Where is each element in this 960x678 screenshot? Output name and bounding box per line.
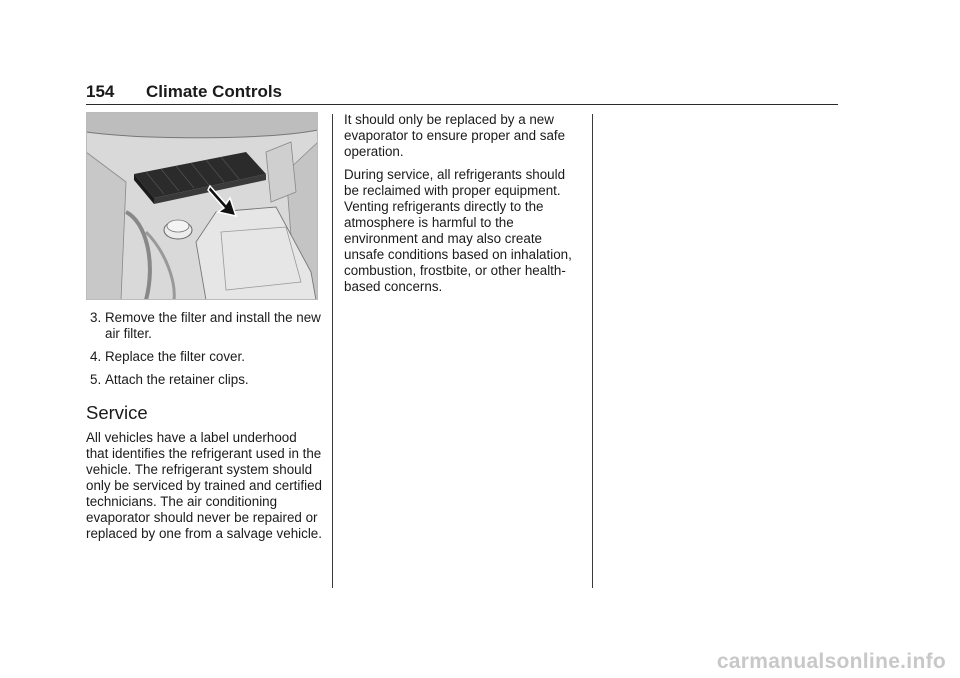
list-item: 4. Replace the filter cover. bbox=[90, 349, 245, 364]
watermark: carmanualsonline.info bbox=[716, 650, 946, 673]
left-column bbox=[86, 112, 322, 549]
paragraph: It should only be replaced by a new evaporator to ensure proper and safe operation. bbox=[344, 112, 566, 159]
instruction-steps bbox=[86, 310, 322, 388]
paragraph: During service, all refrigerants should be reclaimed with proper equipment. Venting refrigerants directly to the atmosphere is harmful to the environment and may also create unsafe conditions based on inhalation, combustion, frostbite, or other health-based concerns. bbox=[344, 167, 572, 294]
page-number: 154 bbox=[86, 82, 115, 101]
section-title: Climate Controls bbox=[146, 82, 283, 101]
column-divider bbox=[592, 114, 593, 588]
list-item: 5. Attach the retainer clips. bbox=[90, 372, 249, 387]
column-divider bbox=[332, 114, 333, 588]
list-item: 3. Remove the filter and install the new air filter. bbox=[90, 310, 321, 341]
right-column bbox=[344, 112, 582, 302]
service-paragraph: All vehicles have a label underhood that identifies the refrigerant used in the vehicle. The refrigerant system should only be serviced by trained and certified technicians. The air conditioning evaporator should never be repaired or replaced by one from a salvage vehicle. bbox=[86, 430, 322, 541]
engine-bay-cabin-filter-illustration bbox=[86, 112, 318, 300]
page-header bbox=[86, 82, 838, 105]
service-heading: Service bbox=[86, 402, 148, 423]
